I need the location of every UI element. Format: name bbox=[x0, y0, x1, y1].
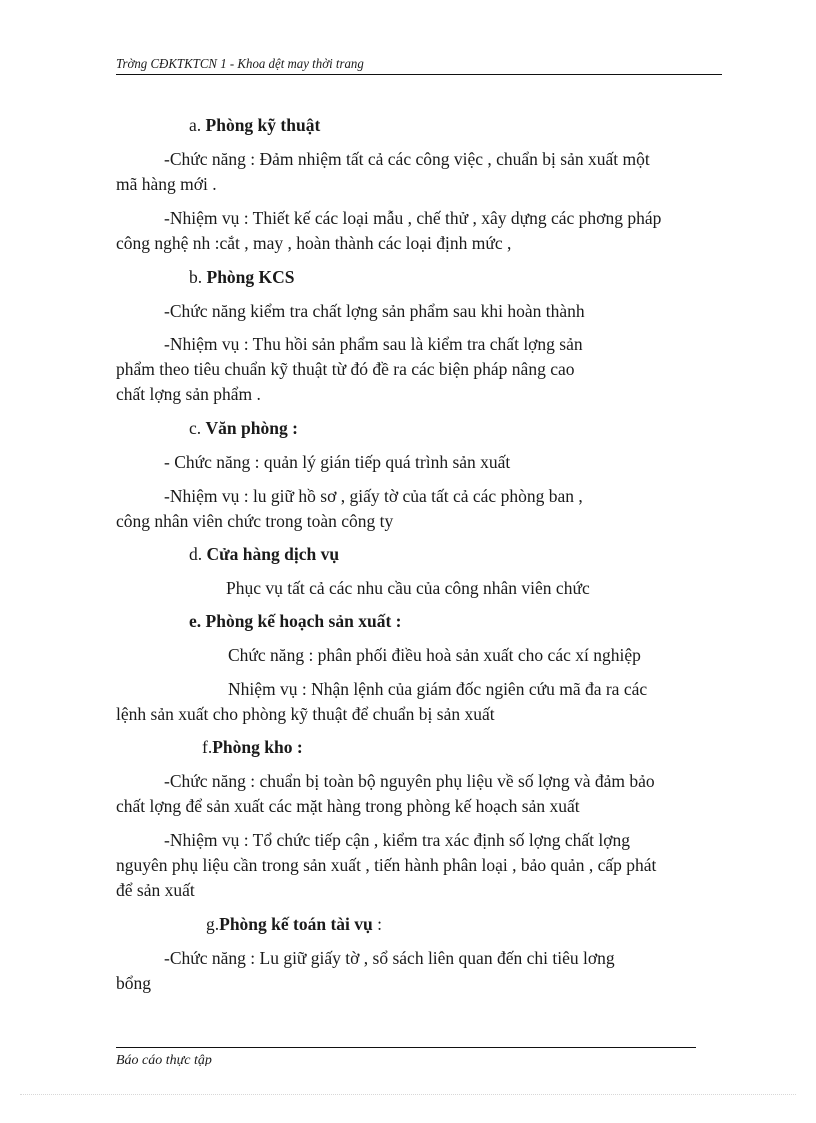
section-g-function-line-1: -Chức năng : Lu giữ giấy tờ , sổ sách liên quan đến chi tiêu lơng bbox=[164, 948, 615, 968]
section-c-title: Văn phòng : bbox=[205, 418, 298, 438]
section-a-heading bbox=[189, 114, 320, 136]
section-b-duty-line-1: -Nhiệm vụ : Thu hồi sản phẩm sau là kiểm tra chất lợng sản bbox=[164, 334, 583, 354]
section-g-heading bbox=[206, 913, 382, 935]
section-c-heading bbox=[189, 417, 298, 439]
section-e-duty-line-1: Nhiệm vụ : Nhận lệnh của giám đốc ngiên cứu mã đa ra các bbox=[228, 679, 648, 699]
section-f-duty-line-1: -Nhiệm vụ : Tổ chức tiếp cận , kiểm tra xác định số lợng chất lợng bbox=[164, 830, 631, 850]
section-b-label: b. bbox=[189, 267, 203, 287]
section-f-duty-line-3: để sản xuất bbox=[116, 880, 195, 900]
section-e-function-line-1: Chức năng : phân phối điều hoà sản xuất cho các xí nghiệp bbox=[228, 645, 641, 665]
section-e-duty-line-2: lệnh sản xuất cho phòng kỹ thuật để chuẩn bị sản xuất bbox=[116, 704, 495, 724]
section-g-function-line-2: bổng bbox=[116, 973, 151, 993]
section-a-duty-line-1: -Nhiệm vụ : Thiết kế các loại mẫu , chế thử , xây dựng các phơng pháp bbox=[164, 208, 662, 228]
section-f-title: Phòng kho : bbox=[212, 737, 303, 757]
section-e-heading bbox=[189, 610, 401, 632]
section-f-function-line-2: chất lợng để sản xuất các mặt hàng trong phòng kế hoạch sản xuất bbox=[116, 796, 580, 816]
page-footer bbox=[116, 1052, 416, 1066]
section-f-function-line-1: -Chức năng : chuẩn bị toàn bộ nguyên phụ liệu về số lợng và đảm bảo bbox=[164, 771, 655, 791]
section-b-duty-line-3: chất lợng sản phẩm . bbox=[116, 384, 261, 404]
section-b-title: Phòng KCS bbox=[206, 267, 295, 287]
section-f-label: f. bbox=[202, 737, 213, 757]
section-e-label: e. bbox=[189, 611, 202, 631]
section-b-heading bbox=[189, 266, 295, 288]
footer-rule bbox=[116, 1047, 696, 1048]
page-bottom-dotted-edge bbox=[20, 1094, 796, 1095]
section-d-body-line-1: Phục vụ tất cả các nhu cầu của công nhân viên chức bbox=[226, 578, 590, 598]
section-g-label: g. bbox=[206, 914, 220, 934]
section-f-heading bbox=[202, 736, 303, 758]
section-c-function-line-1: - Chức năng : quản lý gián tiếp quá trình sản xuất bbox=[164, 452, 511, 472]
page-header bbox=[116, 56, 722, 75]
footer-text: Báo cáo thực tập bbox=[116, 1053, 212, 1066]
section-b-duty-line-2: phẩm theo tiêu chuẩn kỹ thuật từ đó đề ra các biện pháp nâng cao bbox=[116, 359, 575, 379]
section-d-heading bbox=[189, 543, 339, 565]
section-g-title-suffix: : bbox=[372, 914, 383, 934]
section-a-duty-line-2: công nghệ nh :cắt , may , hoàn thành các loại định mức , bbox=[116, 233, 512, 253]
section-c-label: c. bbox=[189, 418, 202, 438]
section-g-title: Phòng kế toán tài vụ bbox=[219, 914, 373, 934]
section-a-function-line-2: mã hàng mới . bbox=[116, 174, 217, 194]
section-b-function-line-1: -Chức năng kiểm tra chất lợng sản phẩm sau khi hoàn thành bbox=[164, 301, 585, 321]
section-d-title: Cửa hàng dịch vụ bbox=[206, 544, 340, 564]
section-d-label: d. bbox=[189, 544, 203, 564]
section-c-duty-line-2: công nhân viên chức trong toàn công ty bbox=[116, 511, 394, 531]
section-a-label: a. bbox=[189, 115, 202, 135]
header-text: Trờng CĐKTKTCN 1 - Khoa dệt may thời trang bbox=[116, 57, 364, 72]
section-c-duty-line-1: -Nhiệm vụ : lu giữ hồ sơ , giấy tờ của tất cả các phòng ban , bbox=[164, 486, 583, 506]
section-a-title: Phòng kỹ thuật bbox=[205, 115, 321, 135]
section-f-duty-line-2: nguyên phụ liệu cần trong sản xuất , tiến hành phân loại , bảo quản , cấp phát bbox=[116, 855, 657, 875]
section-e-title: Phòng kế hoạch sản xuất : bbox=[205, 611, 402, 631]
section-a-function-line-1: -Chức năng : Đảm nhiệm tất cả các công việc , chuẩn bị sản xuất một bbox=[164, 149, 650, 169]
